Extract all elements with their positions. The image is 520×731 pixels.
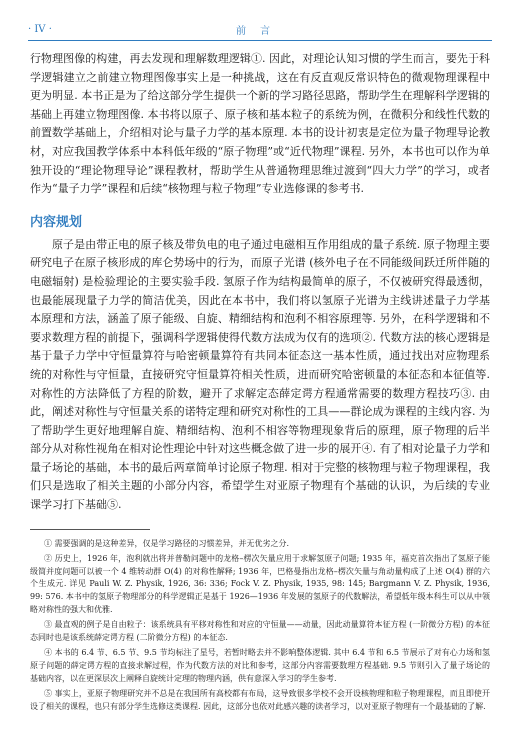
footnote-5: ⑤ 事实上，亚原子物理研究并不总是在我国所有高校都有布局，这导致很多学校不会开设核物理和粒子物理课程，而且即使开设了相关的课程，也只有部分学生选修这类课程. 因此，这部分也依对此感兴趣的读者学习，以对亚原子物理有一个最基础的了解.	[30, 689, 490, 711]
footnote-separator	[30, 529, 150, 530]
footnote-3: ③ 最直观的例子是自由粒子：该系统具有平移对称性和对应的守恒量——动量，因此动量算符本征方程 (一阶微分方程) 的本征态同时也是该系统薛定谔方程 (二阶微分方程) 的本征态.	[30, 620, 490, 642]
section-title: 内容规划	[30, 214, 83, 230]
footnote-2: ② 历史上，1926 年，泡利就出将并普勒问题中的龙格–楞次矢量应用于求解氢原子问题; 1935 年，福克首次指出了氢原子能级简并度问题可以被一个 4 维转动群 O(4) 的对称性解释; 1936 年，巴格曼指出龙格–楞次矢量与角动量构成了上述 O(4) 群的六个生成元. 详见 Pauli W. Z. Physik, 1926, 36: 336; Fock V. Z. Physik, 1935, 98: 145; Bargmann V. Z. Physik, 1936, 99: 576. 本书中的氢原子物理部分的科学逻辑正是基于 1926—1936 年发展的氢原子的代数解法，希望低年级本科生可以从中领略对称性的强大和优雅.	[30, 554, 490, 614]
running-header	[28, 20, 492, 38]
running-title: 前言	[236, 25, 284, 37]
footnote-1: ① 需要强调的是这种差异，仅是学习路径的习惯差异，并无优劣之分.	[44, 538, 290, 548]
header-rule	[28, 40, 492, 41]
page-body	[30, 50, 490, 716]
footnote-4: ④ 本书的 6.4 节、6.5 节、9.5 节均标注了星号，若暂时略去并不影响整体逻辑. 其中 6.4 节和 6.5 节展示了对有心力场和氢原子问题的薛定谔方程的直接求解过程，作为代数方法的对比和参考，这部分内容需要数理方程基础. 9.5 节则引入了量子场论的基础内容，以在更深层次上阐释自旋统计定理的物理内涵，供有意深入学习的学生参考.	[30, 648, 490, 683]
section-paragraph: 原子是由带正电的原子核及带负电的电子通过电磁相互作用组成的量子系统. 原子物理主要研究电子在原子核形成的库仑势场中的行为，而原子光谱 (核外电子在不同能级间跃迁所伴随的电磁辐射) 是检验理论的主要实验手段. 氢原子作为结构最简单的原子，不仅被研究得最透彻，也最能展现量子力学的简洁优美，因此在本书中，我们将以氢原子光谱为主线讲述量子力学基本原理和方法，涵盖了原子能级、自旋、精细结构和泡利不相容原理等. 另外，在科学逻辑和不要求数理方程的前提下，强调科学逻辑使得代数方法成为仅有的选项②. 代数方法的核心逻辑是基于量子力学中守恒量算符与哈密顿量算符有共同本征态这一基本性质，通过找出对应物理系统的对称性与守恒量，直接研究守恒量算符相关性质，进而研究哈密顿量的本征态和本征值等. 对称性的方法降低了方程的阶数，避开了求解定态薛定谔方程通常需要的数理方程技巧③. 由此，阐述对称性与守恒量关系的诺特定理和研究对称性的工具——群论成为课程的主线内容. 为了帮助学生更好地理解自旋、精细结构、泡利不相容等物理现象背后的原理，原子物理的后半部分从对称性视角在相对论性理论中针对这些概念做了进一步的展开④. 有了相对论量子力学和量子场论的基础，本书的最后两章简单讨论原子物理. 相对于完整的核物理与粒子物理课程，我们只是选取了相关主题的小部分内容，希望学生对亚原子物理有个基础的认识，为后续的专业课学习打下基础⑤.	[30, 237, 490, 512]
intro-paragraph: 行物理图像的构建，再去发现和理解数理逻辑①. 因此，对理论认知习惯的学生而言，要先于科学逻辑建立之前建立物理图像事实上是一种挑战，这在有反直观反常识特色的微观物理课程中更为明显. 本书正是为了给这部分学生提供一个新的学习路径思路，帮助学生在理解科学逻辑的基础上再建立物理图像. 本书将以原子、原子核和基本粒子的系统为例，在微积分和线性代数的前置数学基础上，介绍相对论与量子力学的基本原理. 本书的设计初衷是定位为量子物理导论教材，对应我国教学体系中本科低年级的“原子物理”或“近代物理”课程. 另外，本书也可以作为单独开设的“理论物理导论”课程教材，帮助学生从普通物理思维过渡到“四大力学”的学习，或者作为“量子力学”课程和后续“核物理与粒子物理”专业选修课的参考书.	[30, 52, 490, 196]
page-number: · IV ·	[28, 23, 52, 35]
